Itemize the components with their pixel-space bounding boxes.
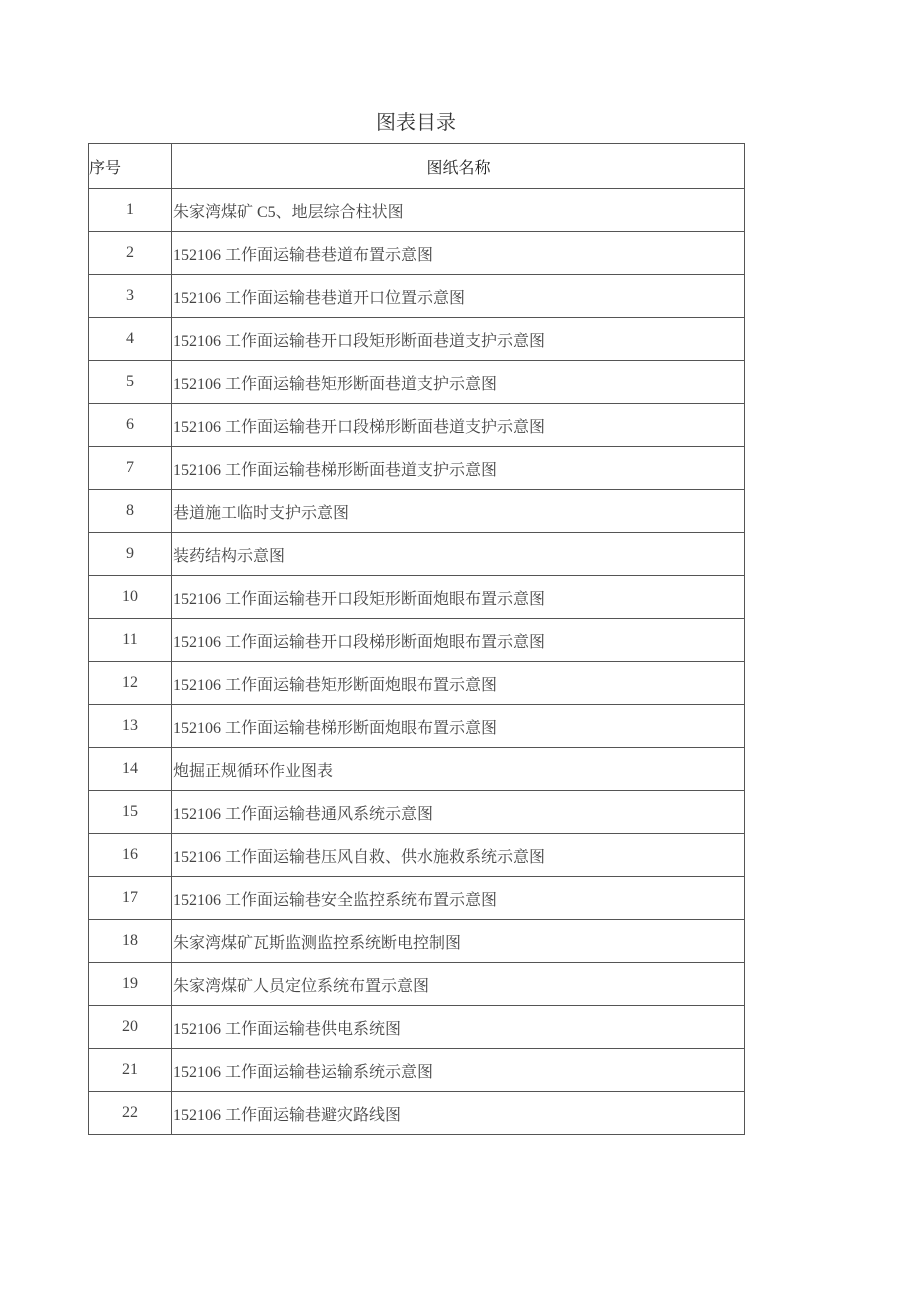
- table-row: [89, 490, 745, 533]
- drawing-name: 152106 工作面运输巷通风系统示意图: [172, 791, 745, 834]
- row-number: 7: [89, 447, 172, 490]
- row-number: 1: [89, 189, 172, 232]
- row-number: 3: [89, 275, 172, 318]
- row-number: 20: [89, 1006, 172, 1049]
- table-row: [89, 1006, 745, 1049]
- drawing-index-table: [88, 143, 745, 1135]
- row-number: 15: [89, 791, 172, 834]
- row-number: 2: [89, 232, 172, 275]
- drawing-name: 152106 工作面运输巷安全监控系统布置示意图: [172, 877, 745, 920]
- header-name: 图纸名称: [172, 144, 745, 189]
- table-row: [89, 189, 745, 232]
- drawing-name: 152106 工作面运输巷巷道布置示意图: [172, 232, 745, 275]
- drawing-name: 152106 工作面运输巷梯形断面巷道支护示意图: [172, 447, 745, 490]
- table-row: [89, 447, 745, 490]
- row-number: 12: [89, 662, 172, 705]
- table-header-row: [89, 144, 745, 189]
- drawing-name: 朱家湾煤矿瓦斯监测监控系统断电控制图: [172, 920, 745, 963]
- row-number: 6: [89, 404, 172, 447]
- row-number: 14: [89, 748, 172, 791]
- drawing-name: 朱家湾煤矿人员定位系统布置示意图: [172, 963, 745, 1006]
- row-number: 16: [89, 834, 172, 877]
- row-number: 10: [89, 576, 172, 619]
- table-row: [89, 791, 745, 834]
- drawing-name: 装药结构示意图: [172, 533, 745, 576]
- document-title: 图表目录: [376, 112, 456, 134]
- table-row: [89, 275, 745, 318]
- table-row: [89, 318, 745, 361]
- drawing-name: 152106 工作面运输巷运输系统示意图: [172, 1049, 745, 1092]
- row-number: 9: [89, 533, 172, 576]
- table-row: [89, 533, 745, 576]
- table-row: [89, 748, 745, 791]
- row-number: 11: [89, 619, 172, 662]
- table-row: [89, 877, 745, 920]
- table-row: [89, 576, 745, 619]
- drawing-name: 152106 工作面运输巷矩形断面巷道支护示意图: [172, 361, 745, 404]
- drawing-name: 巷道施工临时支护示意图: [172, 490, 745, 533]
- drawing-name: 朱家湾煤矿 C5、地层综合柱状图: [172, 189, 745, 232]
- row-number: 18: [89, 920, 172, 963]
- row-number: 13: [89, 705, 172, 748]
- table-row: [89, 1092, 745, 1135]
- row-number: 21: [89, 1049, 172, 1092]
- drawing-name: 152106 工作面运输巷梯形断面炮眼布置示意图: [172, 705, 745, 748]
- drawing-name: 炮掘正规循环作业图表: [172, 748, 745, 791]
- drawing-name: 152106 工作面运输巷矩形断面炮眼布置示意图: [172, 662, 745, 705]
- drawing-name: 152106 工作面运输巷供电系统图: [172, 1006, 745, 1049]
- table-row: [89, 834, 745, 877]
- drawing-name: 152106 工作面运输巷开口段梯形断面炮眼布置示意图: [172, 619, 745, 662]
- drawing-name: 152106 工作面运输巷开口段矩形断面巷道支护示意图: [172, 318, 745, 361]
- drawing-name: 152106 工作面运输巷开口段矩形断面炮眼布置示意图: [172, 576, 745, 619]
- row-number: 22: [89, 1092, 172, 1135]
- row-number: 17: [89, 877, 172, 920]
- table-row: [89, 920, 745, 963]
- drawing-name: 152106 工作面运输巷巷道开口位置示意图: [172, 275, 745, 318]
- table-row: [89, 619, 745, 662]
- row-number: 5: [89, 361, 172, 404]
- drawing-name: 152106 工作面运输巷避灾路线图: [172, 1092, 745, 1135]
- table-row: [89, 404, 745, 447]
- table-row: [89, 232, 745, 275]
- table-row: [89, 705, 745, 748]
- table-row: [89, 662, 745, 705]
- table-row: [89, 361, 745, 404]
- drawing-name: 152106 工作面运输巷压风自救、供水施救系统示意图: [172, 834, 745, 877]
- row-number: 4: [89, 318, 172, 361]
- drawing-name: 152106 工作面运输巷开口段梯形断面巷道支护示意图: [172, 404, 745, 447]
- row-number: 19: [89, 963, 172, 1006]
- table-row: [89, 1049, 745, 1092]
- header-no: 序号: [89, 144, 172, 189]
- row-number: 8: [89, 490, 172, 533]
- table-row: [89, 963, 745, 1006]
